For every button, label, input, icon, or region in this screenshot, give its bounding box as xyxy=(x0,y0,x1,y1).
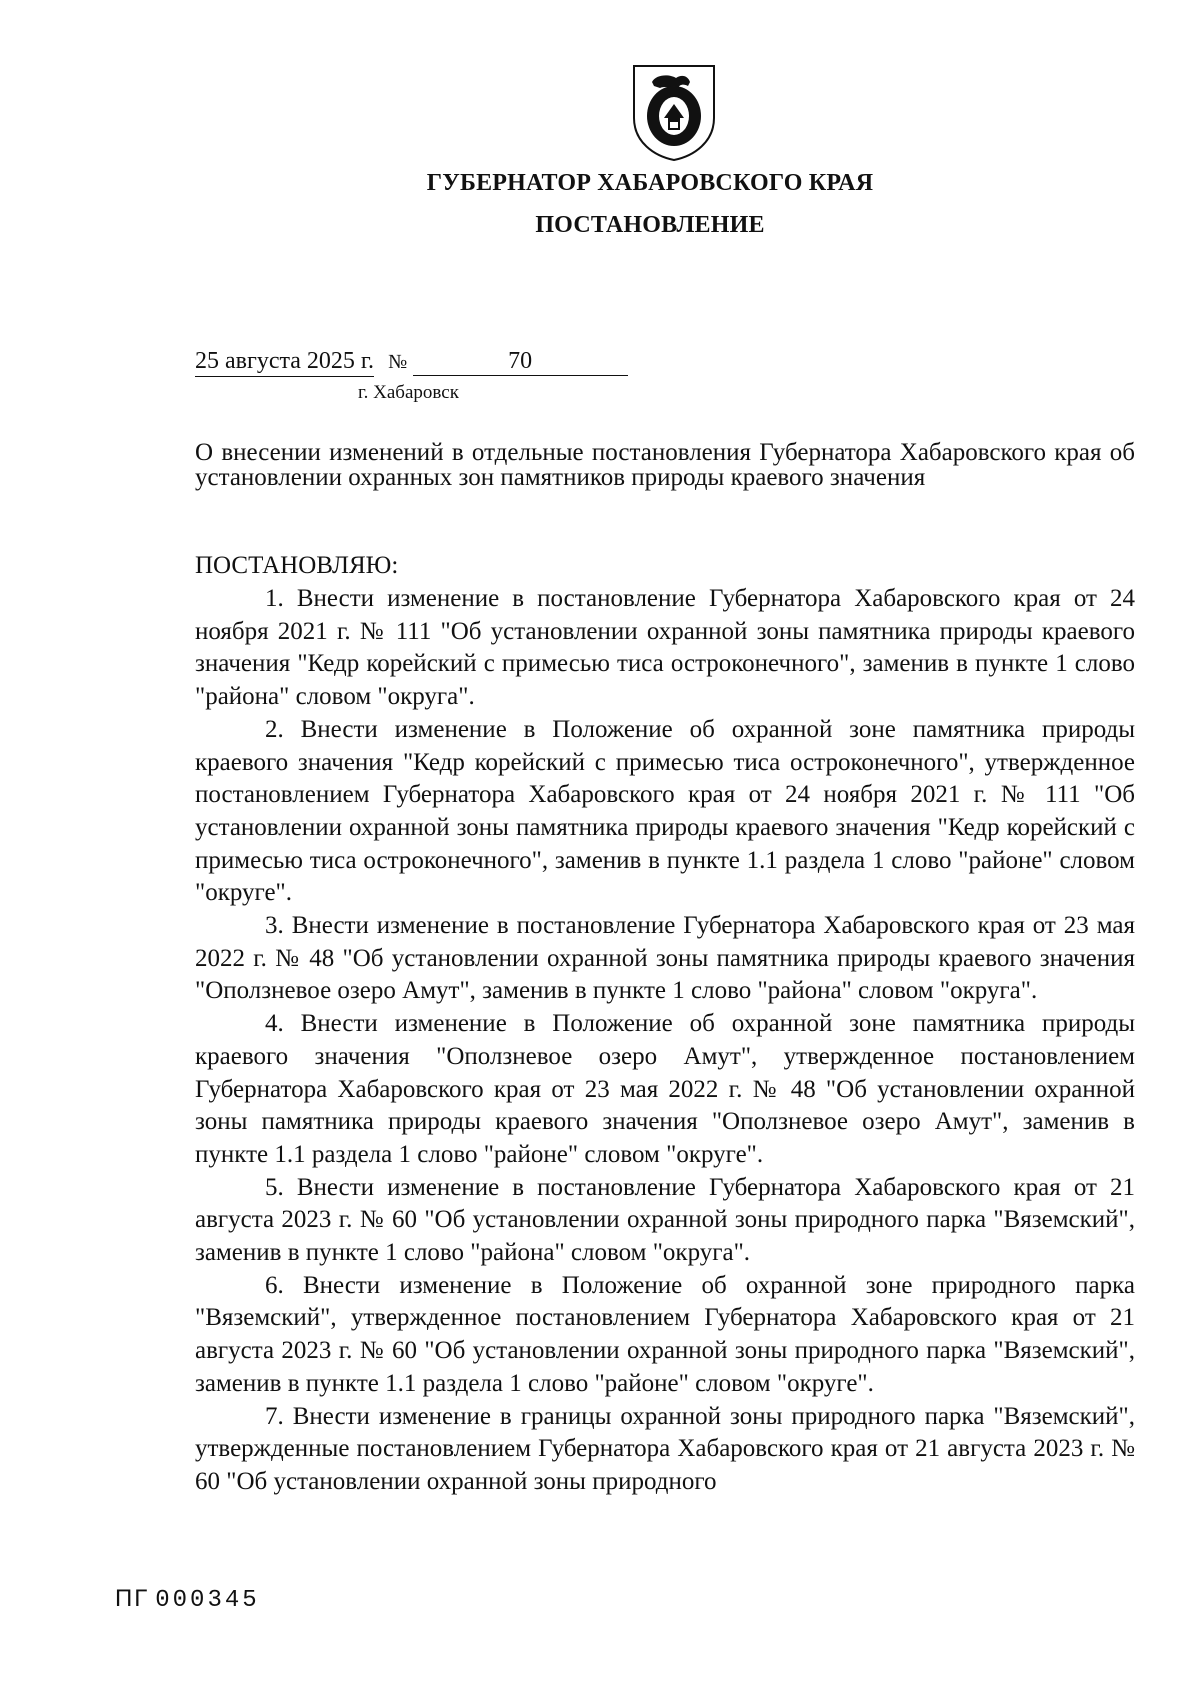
form-series: ПГ xyxy=(115,1585,150,1612)
item-7: 7. Внести изменение в границы охранной зоны природного парка "Вяземский", утвержденные постановлением Губернатора Хабаровского края от 21 августа 2023 г. № 60 "Об установлении охранной зоны природного xyxy=(195,1402,1135,1495)
item-6: 6. Внести изменение в Положение об охранной зоне природного парка "Вяземский", утвержденное постановлением Губернатора Хабаровского края от 21 августа 2023 г. № 60 "Об установлении охранной зоны природного парка "Вяземский", заменив в пункте 1.1 раздела 1 слово "районе" словом "округе". xyxy=(195,1271,1135,1397)
date-number-line xyxy=(195,348,628,377)
item-3: 3. Внести изменение в постановление Губернатора Хабаровского края от 23 мая 2022 г. № 48 "Об установлении охранной зоны памятника природы краевого значения "Оползневое озеро Амут", заменив в пункте 1 слово "района" словом "округа". xyxy=(195,912,1135,1005)
item-5: 5. Внести изменение в постановление Губернатора Хабаровского края от 21 августа 2023 г. № 60 "Об установлении охранной зоны природного парка "Вяземский", заменив в пункте 1 слово "района" словом "округа". xyxy=(195,1173,1135,1267)
item-4: 4. Внести изменение в Положение об охранной зоне памятника природы краевого значения "Оползневое озеро Амут", утвержденное постановлением Губернатора Хабаровского края от 23 мая 2022 г. № 48 "Об установлении охранной зоны памятника природы краевого значения "Оползневое озеро Амут", заменив в пункте 1.1 раздела 1 слово "районе" словом "округе". xyxy=(195,1010,1135,1168)
document-date: 25 августа 2025 г. xyxy=(195,348,374,377)
item-2: 2. Внести изменение в Положение об охранной зоне памятника природы краевого значения "Кедр корейский с примесью тиса остроконечного", утвержденное постановлением Губернатора Хабаровского края от 24 ноября 2021 г. № 111 "Об установлении охранной зоны памятника природы краевого значения "Кедр корейский с примесью тиса остроконечного", заменив в пункте 1.1 раздела 1 слово "районе" словом "округе". xyxy=(195,715,1135,907)
form-serial-number xyxy=(115,1585,260,1614)
document-body xyxy=(195,583,1135,1499)
document-number: 70 xyxy=(413,348,628,376)
number-sign: № xyxy=(388,351,408,373)
decree-word: ПОСТАНОВЛЯЮ: xyxy=(195,552,399,579)
document-type-title: ПОСТАНОВЛЕНИЕ xyxy=(535,212,765,238)
form-serial: 000345 xyxy=(155,1587,260,1614)
document-city: г. Хабаровск xyxy=(358,382,459,403)
coat-of-arms-icon xyxy=(630,62,718,162)
document-subject: О внесении изменений в отдельные постановления Губернатора Хабаровского края об установлении охранных зон памятников природы краевого значения xyxy=(195,439,1135,491)
issuer-title: ГУБЕРНАТОР ХАБАРОВСКОГО КРАЯ xyxy=(426,170,874,196)
item-1: 1. Внести изменение в постановление Губернатора Хабаровского края от 24 ноября 2021 г. № 111 "Об установлении охранной зоны памятника природы краевого значения "Кедр корейский с примесью тиса остроконечного", заменив в пункте 1 слово "района" словом "округа". xyxy=(195,585,1135,711)
